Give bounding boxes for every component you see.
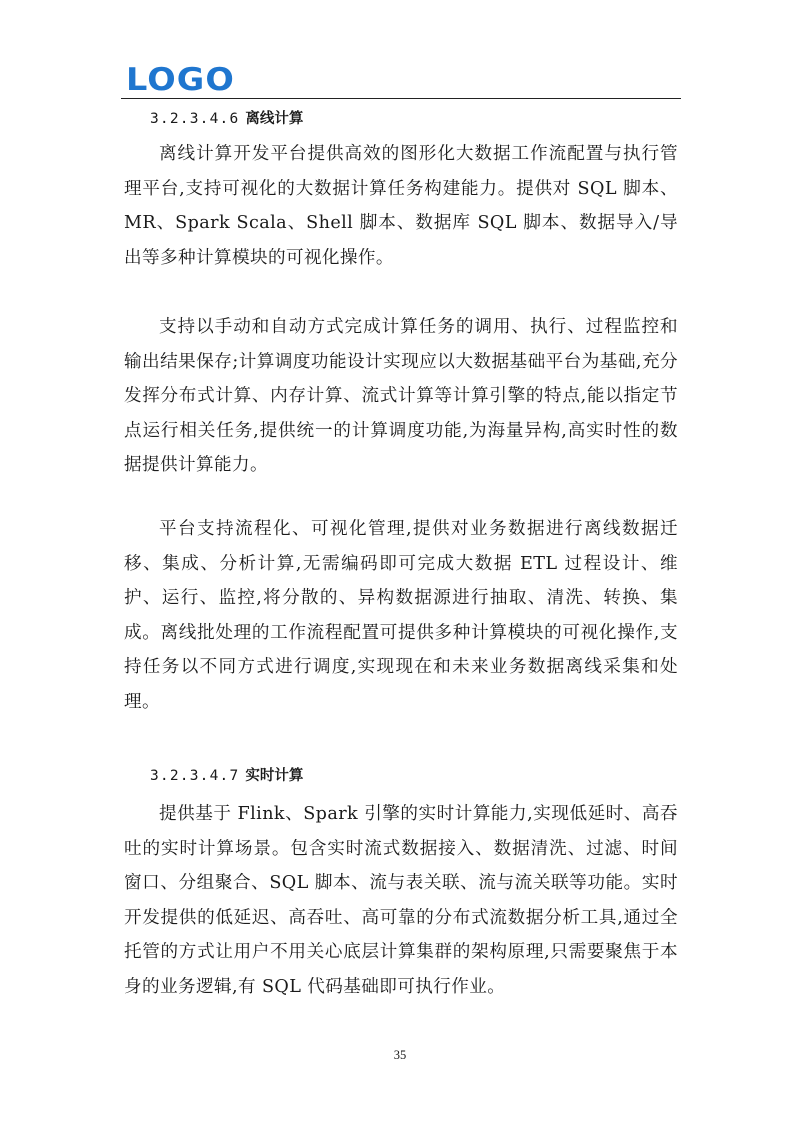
paragraph-offline-3: 平台支持流程化、可视化管理,提供对业务数据进行离线数据迁移、集成、分析计算,无需编码即可完成大数据 ETL 过程设计、维护、运行、监控,将分散的、异构数据源进行抽取、清洗、转换、集成。离线批处理的工作流程配置可提供多种计算模块的可视化操作,支持任务以不同方式进行调度,实现现在和未来业务数据离线采集和处理。	[124, 519, 678, 712]
section-heading-realtime	[150, 766, 303, 786]
page-number: 35	[393, 1048, 407, 1062]
section-title: 离线计算	[245, 111, 304, 127]
section-heading-offline	[150, 109, 303, 129]
logo: LOGO	[126, 62, 235, 98]
section-number: 3.2.3.4.7	[150, 768, 240, 784]
section-title: 实时计算	[245, 768, 304, 784]
paragraph-offline-1: 离线计算开发平台提供高效的图形化大数据工作流配置与执行管理平台,支持可视化的大数据计算任务构建能力。提供对 SQL 脚本、MR、Spark Scala、Shell 脚本、数据库 SQL 脚本、数据导入/导出等多种计算模块的可视化操作。	[124, 144, 678, 268]
paragraph-realtime-1: 提供基于 Flink、Spark 引擎的实时计算能力,实现低延时、高吞吐的实时计算场景。包含实时流式数据接入、数据清洗、过滤、时间窗口、分组聚合、SQL 脚本、流与表关联、流与流关联等功能。实时开发提供的低延迟、高吞吐、高可靠的分布式流数据分析工具,通过全托管的方式让用户不用关心底层计算集群的架构原理,只需要聚焦于本身的业务逻辑,有 SQL 代码基础即可执行作业。	[124, 804, 678, 997]
header-divider	[121, 98, 681, 99]
section-number: 3.2.3.4.6	[150, 111, 240, 127]
paragraph-offline-2: 支持以手动和自动方式完成计算任务的调用、执行、过程监控和输出结果保存;计算调度功能设计实现应以大数据基础平台为基础,充分发挥分布式计算、内存计算、流式计算等计算引擎的特点,能以指定节点运行相关任务,提供统一的计算调度功能,为海量异构,高实时性的数据提供计算能力。	[124, 317, 678, 476]
